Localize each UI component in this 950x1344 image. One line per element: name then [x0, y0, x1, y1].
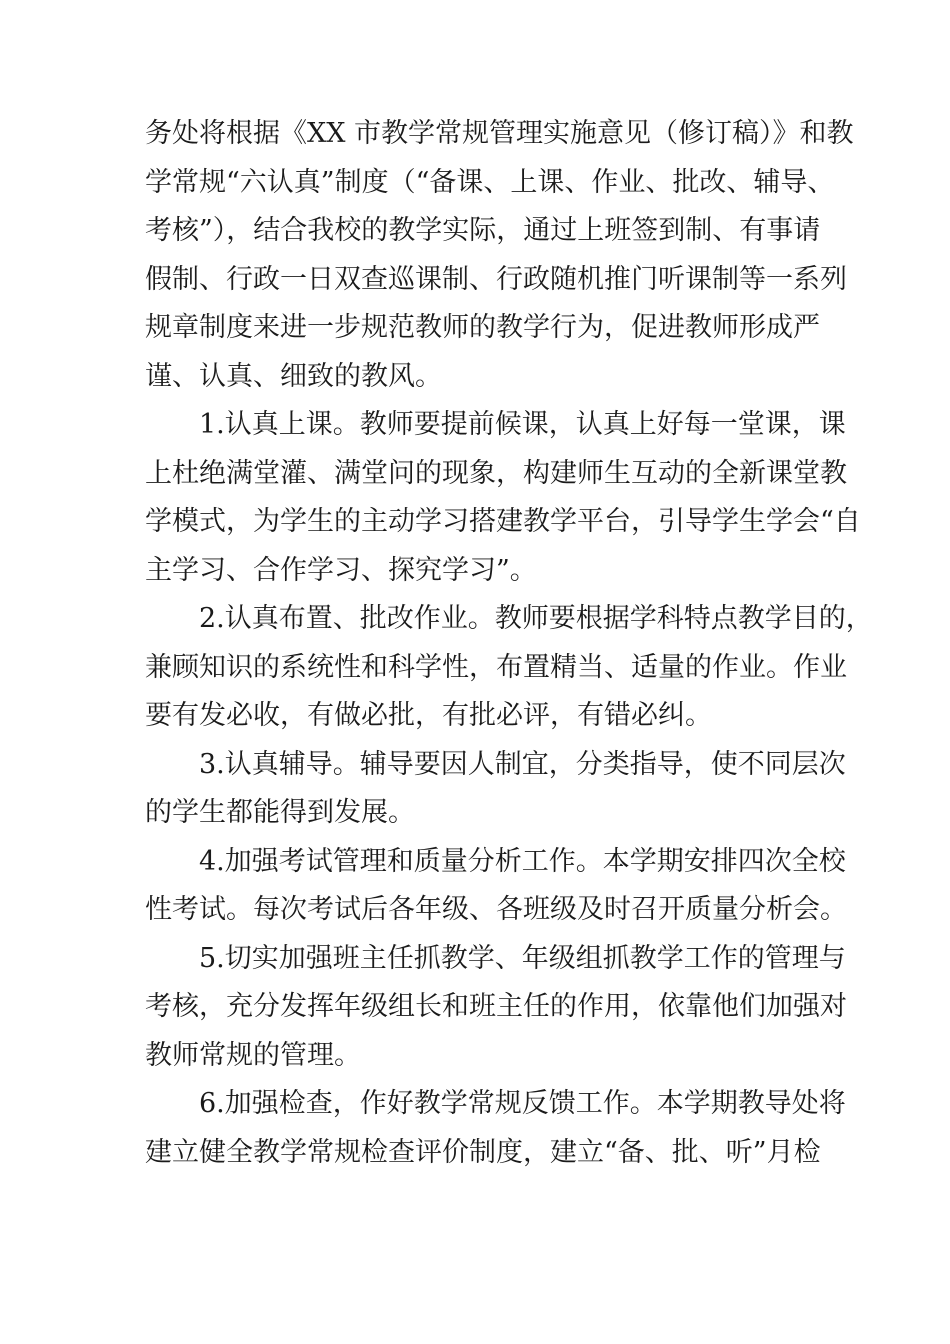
paragraph-item-6 [145, 1080, 846, 1177]
text-line: 规章制度来进一步规范教师的教学行为，促进教师形成严 [145, 312, 820, 343]
text-line: 教师常规的管理。 [145, 1039, 361, 1071]
text-line: 3.认真辅导。辅导要因人制宜，分类指导，使不同层次 [199, 748, 846, 780]
text-line: 谨、认真、细致的教风。 [145, 360, 442, 392]
text-line: 兼顾知识的系统性和科学性，布置精当、适量的作业。作业 [145, 651, 847, 683]
text-line: 考核”），结合我校的教学实际，通过上班签到制、有事请 [145, 215, 821, 246]
text-line: 4.加强考试管理和质量分析工作。本学期安排四次全校 [199, 845, 846, 877]
text-line: 性考试。每次考试后各年级、各班级及时召开质量分析会。 [145, 894, 847, 925]
text-line: 5.切实加强班主任抓教学、年级组抓教学工作的管理与 [199, 942, 846, 974]
paragraph-item-4 [145, 838, 847, 935]
text-line: 6.加强检查，作好教学常规反馈工作。本学期教导处将 [199, 1088, 846, 1119]
text-line: 建立健全教学常规检查评价制度，建立“备、批、听”月检 [145, 1136, 821, 1168]
paragraph-item-3 [145, 741, 846, 838]
text-line: 上杜绝满堂灌、满堂问的现象，构建师生互动的全新课堂教 [145, 457, 847, 489]
text-line: 考核，充分发挥年级组长和班主任的作用，依靠他们加强对 [145, 991, 847, 1022]
text-line: 2.认真布置、批改作业。教师要根据学科特点教学目的， [199, 603, 873, 634]
paragraph-intro [145, 110, 854, 401]
text-line: 务处将根据《XX 市教学常规管理实施意见（修订稿）》和教 [145, 118, 854, 149]
text-line: 学模式，为学生的主动学习搭建教学平台，引导学生学会“自 [145, 506, 861, 537]
text-line: 主学习、合作学习、探究学习”。 [145, 554, 537, 586]
paragraph-item-5 [145, 935, 847, 1081]
text-line: 学常规“六认真”制度（“备课、上课、作业、批改、辅导、 [145, 166, 835, 198]
text-line: 假制、行政一日双查巡课制、行政随机推门听课制等一系列 [145, 263, 847, 295]
paragraph-item-2 [145, 595, 873, 741]
text-line: 1.认真上课。教师要提前候课，认真上好每一堂课，课 [199, 409, 846, 440]
text-line: 要有发必收，有做必批，有批必评，有错必纠。 [145, 700, 712, 731]
paragraph-item-1 [145, 401, 861, 595]
document-body [145, 110, 873, 1177]
text-line: 的学生都能得到发展。 [145, 797, 415, 828]
